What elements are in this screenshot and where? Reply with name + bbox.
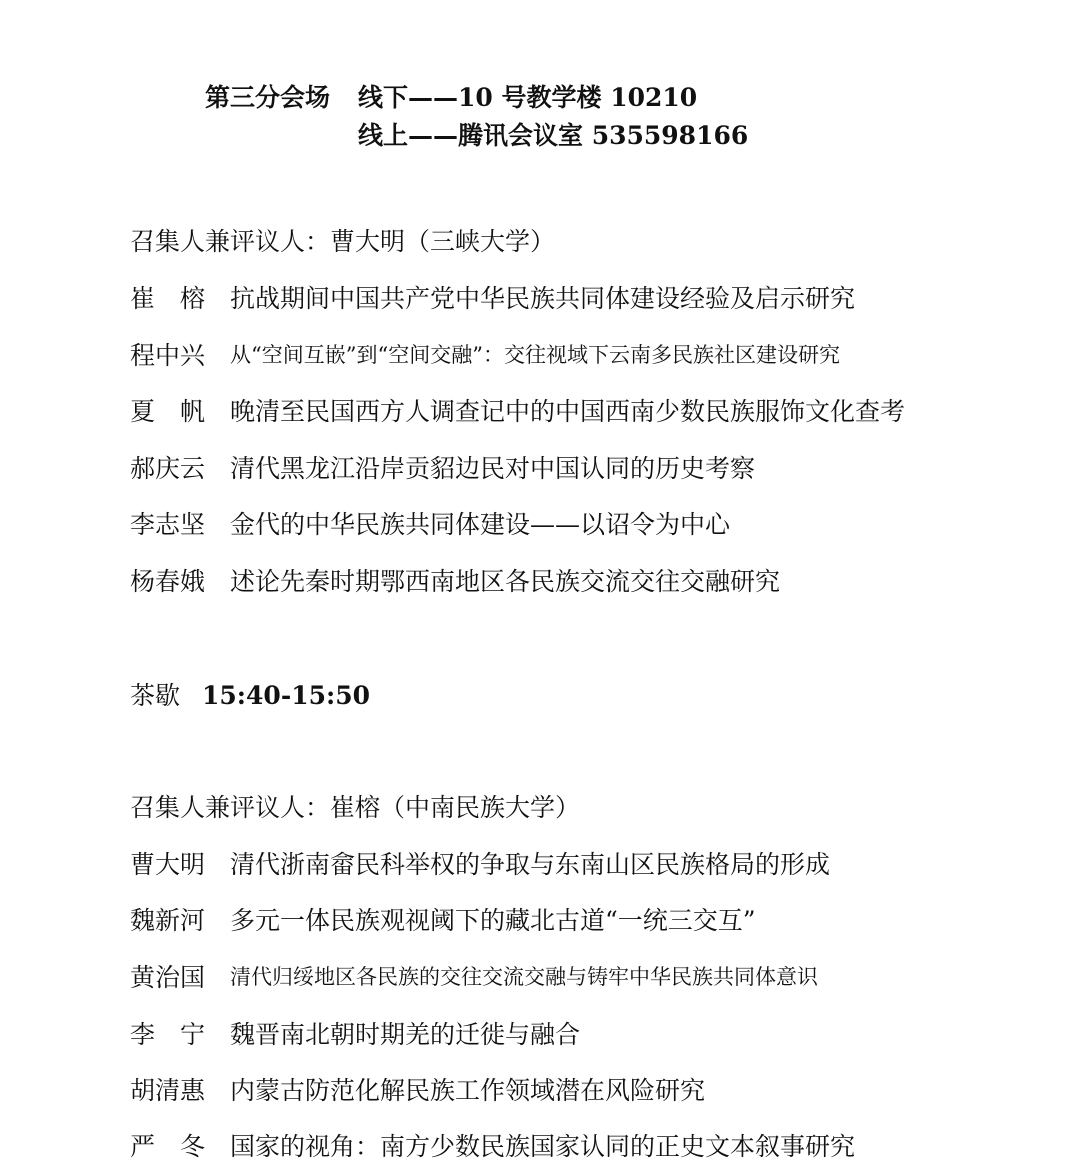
- author-name: 夏 帆: [130, 397, 206, 426]
- online-location: 线上——腾讯会议室 535598166: [358, 121, 749, 150]
- author-name: 黄治国: [130, 963, 206, 992]
- offline-location: 线下——10 号教学楼 10210: [358, 83, 698, 112]
- author-name: 程中兴: [130, 341, 206, 370]
- tea-break-time: 15:40-15:50: [202, 681, 371, 710]
- paper-title: 抗战期间中国共产党中华民族共同体建设经验及启示研究: [230, 284, 856, 313]
- paper-title: 国家的视角：南方少数民族国家认同的正史文本叙事研究: [230, 1132, 856, 1161]
- author-name: 魏新河: [130, 906, 206, 935]
- session2-convener: 召集人兼评议人：崔榕（中南民族大学）: [130, 793, 581, 822]
- author-name: 严 冬: [130, 1132, 206, 1161]
- author-name: 崔 榕: [130, 284, 206, 313]
- paper-title: 清代归绥地区各民族的交往交流交融与铸牢中华民族共同体意识: [230, 965, 818, 989]
- paper-title: 多元一体民族观视阈下的藏北古道“一统三交互”: [230, 906, 756, 935]
- paper-title: 晚清至民国西方人调查记中的中国西南少数民族服饰文化查考: [230, 397, 906, 426]
- paper-title: 魏晋南北朝时期羌的迁徙与融合: [230, 1020, 581, 1049]
- paper-title: 清代浙南畲民科举权的争取与东南山区民族格局的形成: [230, 850, 831, 879]
- author-name: 郝庆云: [130, 454, 206, 483]
- author-name: 李 宁: [130, 1020, 206, 1049]
- author-name: 曹大明: [130, 850, 206, 879]
- paper-title: 内蒙古防范化解民族工作领域潜在风险研究: [230, 1076, 706, 1105]
- author-name: 李志坚: [130, 510, 206, 539]
- venue-title: 第三分会场: [205, 83, 331, 112]
- paper-title: 从“空间互嵌”到“空间交融”：交往视域下云南多民族社区建设研究: [230, 343, 840, 367]
- tea-break: [130, 676, 370, 712]
- tea-break-label: 茶歇: [130, 681, 181, 710]
- paper-title: 清代黑龙江沿岸贡貂边民对中国认同的历史考察: [230, 454, 756, 483]
- paper-title: 金代的中华民族共同体建设——以诏令为中心: [230, 510, 731, 539]
- author-name: 胡清惠: [130, 1076, 206, 1105]
- session1-convener: 召集人兼评议人：曹大明（三峡大学）: [130, 227, 556, 256]
- paper-title: 述论先秦时期鄂西南地区各民族交流交往交融研究: [230, 567, 781, 596]
- author-name: 杨春娥: [130, 567, 206, 596]
